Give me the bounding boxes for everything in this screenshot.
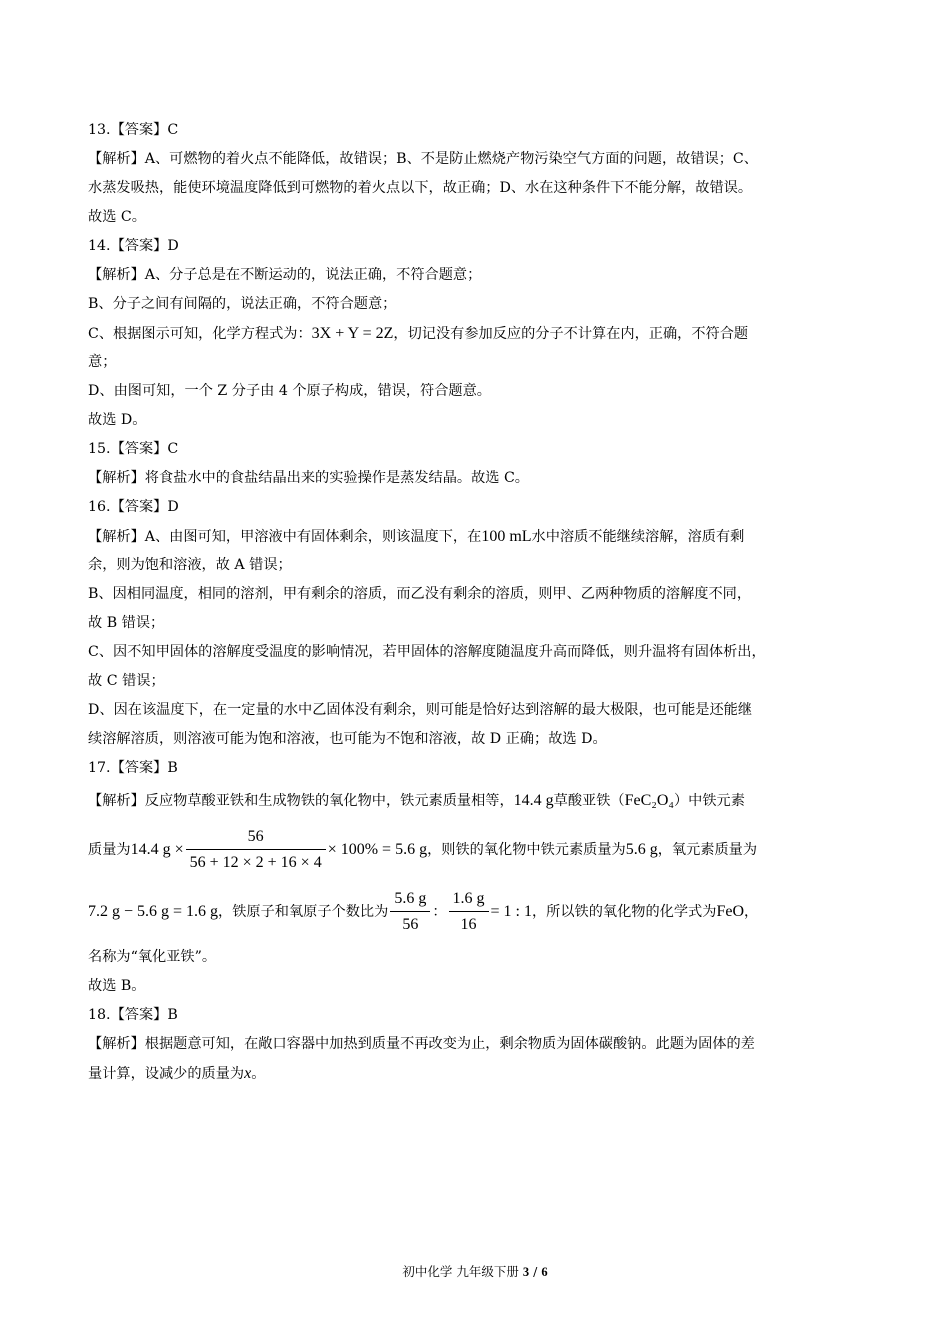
q17-text: ）中铁元素 [673,793,745,809]
q15-explain-line: 【解析】将食盐水中的食盐结晶出来的实验操作是蒸发结晶。故选 C。 [88,470,529,486]
q16-explain-line: 故 B 错误； [88,615,165,631]
q17-text: ， [744,904,759,920]
q13-explain-line: 故选 C。 [88,209,146,225]
q17-explain-line [88,881,866,943]
q14-text: ，切记没有参加反应的分子不计算在内，正确，不符合题 [393,326,749,342]
q16-text: 水中溶质不能继续溶解，溶质有剩 [531,529,745,545]
math-expr: × 100% = 5.6 g [327,841,428,858]
q18-explain-line: 【解析】根据题意可知，在敞口容器中加热到质量不再改变为止，剩余物质为固体碳酸钠。此题为固体的差 [88,1036,755,1052]
page-total: 6 [541,1265,548,1279]
q13-explain-line: 【解析】A、可燃物的着火点不能降低，故错误；B、不是防止燃烧产物污染空气方面的问题，故错误；C、 [88,151,758,167]
mass-value: 5.6 g [625,841,658,858]
q14-explain-line: 意； [88,354,117,370]
q17-answer: 17.【答案】B [88,760,178,776]
fraction [390,889,430,935]
footer-label: 初中化学 九年级下册 [402,1264,519,1279]
volume-value: 100 mL [481,528,532,545]
q16-explain-line: B、因相同温度，相同的溶剂，甲有剩余的溶质，而乙没有剩余的溶质，则甲、乙两种物质的溶解度不同， [88,586,752,602]
q17-text: ，则铁的氧化物中铁元素质量为 [427,842,626,858]
fraction-denominator: 56 + 12 × 2 + 16 × 4 [189,854,322,871]
fraction [449,889,489,935]
q18-answer: 18.【答案】B [88,1007,178,1023]
fraction-denominator: 56 [402,916,419,933]
fraction-numerator: 56 [186,827,326,850]
q14-explain-line: B、分子之间有间隔的，说法正确，不符合题意； [88,296,397,312]
variable: x [244,1065,252,1082]
q16-explain-line: 余，则为饱和溶液，故 A 错误； [88,557,292,573]
q17-text: ，铁原子和氧原子个数比为 [218,904,389,920]
fraction-denominator: 16 [460,916,477,933]
q14-text: C、根据图示可知，化学方程式为： [88,326,312,342]
q18-text: 量计算，设减少的质量为 [88,1066,245,1082]
fraction-numerator: 5.6 g [390,889,430,912]
ratio-value: = 1 : 1 [490,903,532,920]
page-separator: / [529,1264,542,1279]
q17-explain-line [88,819,866,881]
fraction-numerator: 1.6 g [449,889,489,912]
q16-explain-line: 续溶解溶质，则溶液可能为饱和溶液，也可能为不饱和溶液，故 D 正确；故选 D。 [88,731,607,747]
math-expr: 14.4 g × [130,841,184,858]
q17-text: ，所以铁的氧化物的化学式为 [531,904,717,920]
math-expr: 7.2 g − 5.6 g = 1.6 g [88,903,219,920]
q14-explain-line [88,319,866,348]
q17-explain-line [88,783,866,819]
page-number: 3 [522,1265,530,1279]
q15-answer: 15.【答案】C [88,441,179,457]
q16-explain-line [88,522,866,551]
q17-explain-line: 名称为“氧化亚铁”。 [88,949,217,965]
page-footer [0,1262,950,1280]
q16-explain-line: D、因在该温度下，在一定量的水中乙固体没有剩余，则可能是恰好达到溶解的最大极限，也可能是还能继 [88,702,753,718]
q17-text: 【解析】反应物草酸亚铁和生成物铁的氧化物中，铁元素质量相等， [88,793,514,809]
q14-explain-line: 【解析】A、分子总是在不断运动的，说法正确，不符合题意； [88,267,482,283]
q18-text: 。 [251,1066,266,1082]
q16-explain-line: C、因不知甲固体的溶解度受温度的影响情况，若甲固体的溶解度随温度升高而降低，则升温将有固体析出， [88,644,766,660]
chemical-formula: FeC₂O₄ [624,792,674,809]
mass-value: 14.4 g [513,792,554,809]
q18-explain-line [88,1059,866,1088]
q17-text: 草酸亚铁（ [553,793,625,809]
q14-explain-line: D、由图可知，一个 Z 分子由 4 个原子构成，错误，符合题意。 [88,383,491,399]
q14-answer: 14.【答案】D [88,238,179,254]
q13-explain-line: 水蒸发吸热，能使环境温度降低到可燃物的着火点以下，故正确；D、水在这种条件下不能分解，故错误。 [88,180,753,196]
answer-content [88,116,866,1088]
fraction [186,827,326,873]
q17-explain-line: 故选 B。 [88,978,146,994]
q13-answer: 13.【答案】C [88,122,179,138]
q16-explain-line: 故 C 错误； [88,673,165,689]
q17-text: ，氧元素质量为 [657,842,758,858]
q16-text: 【解析】A、由图可知，甲溶液中有固体剩余，则该温度下，在 [88,529,482,545]
chemical-formula: FeO [716,903,744,920]
ratio-colon: ： [432,904,447,920]
q14-explain-line: 故选 D。 [88,412,147,428]
chemical-equation: 3X + Y = 2Z [311,325,394,342]
q16-answer: 16.【答案】D [88,499,179,515]
q17-text: 质量为 [88,842,131,858]
